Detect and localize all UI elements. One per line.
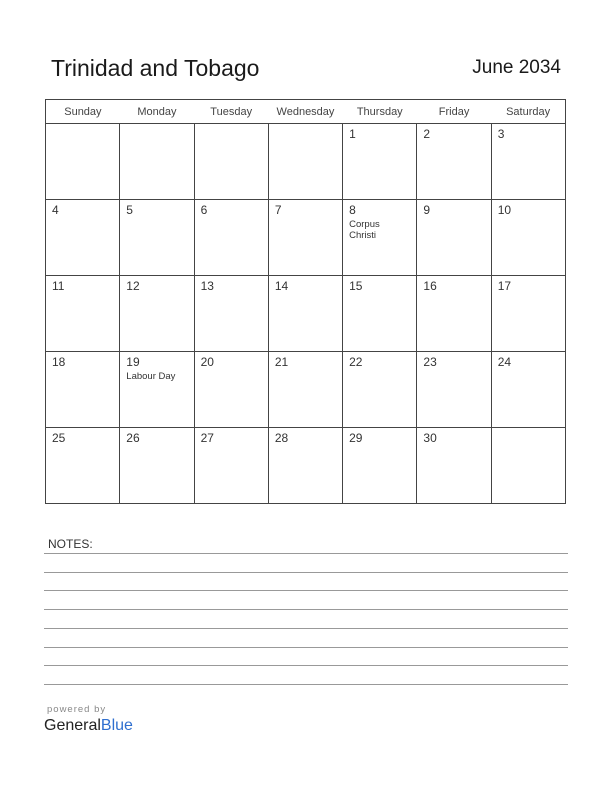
note-line (44, 572, 568, 573)
weekday-sunday: Sunday (46, 100, 120, 124)
day-cell (46, 428, 120, 504)
day-number: 12 (126, 279, 140, 293)
day-cell (194, 200, 268, 276)
day-cell (268, 352, 342, 428)
day-number: 19 (126, 355, 140, 369)
note-line (44, 553, 568, 554)
day-cell (46, 124, 120, 200)
weekday-wednesday: Wednesday (268, 100, 342, 124)
day-number: 30 (423, 431, 437, 445)
day-cell (194, 124, 268, 200)
day-number: 23 (423, 355, 437, 369)
week-row (46, 124, 566, 200)
day-number: 18 (52, 355, 66, 369)
note-line (44, 628, 568, 629)
day-number: 1 (349, 127, 356, 141)
weekday-thursday: Thursday (343, 100, 417, 124)
day-number: 25 (52, 431, 66, 445)
day-cell (120, 352, 194, 428)
day-cell (194, 276, 268, 352)
day-number: 8 (349, 203, 356, 217)
day-number: 3 (497, 127, 505, 141)
day-number: 15 (349, 279, 363, 293)
day-cell (120, 200, 194, 276)
day-cell (120, 428, 194, 504)
day-cell (268, 276, 342, 352)
note-line (44, 665, 568, 666)
day-number: 26 (126, 431, 140, 445)
day-number: 5 (126, 203, 133, 217)
day-number: 11 (52, 279, 65, 293)
holiday-label: Corpus Christi (349, 219, 380, 241)
day-cell (194, 428, 268, 504)
day-cell (120, 124, 194, 200)
day-cell (417, 124, 491, 200)
day-cell (417, 200, 491, 276)
day-number: 10 (497, 203, 512, 217)
day-cell (194, 352, 268, 428)
day-number: 14 (274, 279, 289, 293)
day-cell (491, 200, 565, 276)
generalblue-logo (44, 717, 133, 735)
day-cell (46, 276, 120, 352)
weekday-tuesday: Tuesday (194, 100, 268, 124)
day-number: 29 (349, 431, 363, 445)
week-row (46, 352, 566, 428)
note-line (44, 590, 568, 591)
day-cell (268, 428, 342, 504)
notes-label: NOTES: (48, 537, 93, 551)
day-number: 7 (274, 203, 282, 217)
day-number: 22 (349, 355, 363, 369)
day-cell (417, 352, 491, 428)
note-line (44, 684, 568, 685)
note-line (44, 609, 568, 610)
day-cell (417, 276, 491, 352)
day-number: 17 (497, 279, 512, 293)
day-cell (417, 428, 491, 504)
page-title: Trinidad and Tobago (51, 55, 260, 81)
day-number: 21 (274, 355, 289, 369)
day-number: 9 (423, 203, 431, 217)
day-number: 24 (497, 355, 512, 369)
weekday-saturday: Saturday (491, 100, 565, 124)
brand-general: General (44, 717, 101, 734)
day-cell (491, 428, 565, 504)
brand-blue: Blue (100, 717, 133, 734)
day-cell (343, 124, 417, 200)
day-number: 4 (52, 203, 59, 217)
weekday-monday: Monday (120, 100, 194, 124)
day-cell (268, 124, 342, 200)
weekday-header-row (46, 100, 566, 124)
day-number: 20 (200, 355, 214, 369)
day-cell (343, 276, 417, 352)
day-number: 13 (200, 279, 214, 293)
week-row (46, 428, 566, 504)
day-number: 28 (274, 431, 289, 445)
month-label: June 2034 (472, 57, 561, 78)
day-cell (491, 352, 565, 428)
day-cell (491, 124, 565, 200)
day-cell (491, 276, 565, 352)
day-cell (46, 200, 120, 276)
calendar-grid (45, 99, 566, 504)
week-row (46, 276, 566, 352)
powered-by-text: powered by (47, 704, 107, 715)
holiday-label: Labour Day (126, 371, 176, 382)
note-line (44, 647, 568, 648)
weekday-friday: Friday (417, 100, 491, 124)
day-number: 2 (423, 127, 431, 141)
day-cell (343, 200, 417, 276)
day-number: 27 (200, 431, 214, 445)
day-cell (268, 200, 342, 276)
day-number: 16 (423, 279, 437, 293)
day-cell (343, 352, 417, 428)
day-cell (343, 428, 417, 504)
week-row (46, 200, 566, 276)
day-cell (120, 276, 194, 352)
day-number: 6 (200, 203, 208, 217)
day-cell (46, 352, 120, 428)
